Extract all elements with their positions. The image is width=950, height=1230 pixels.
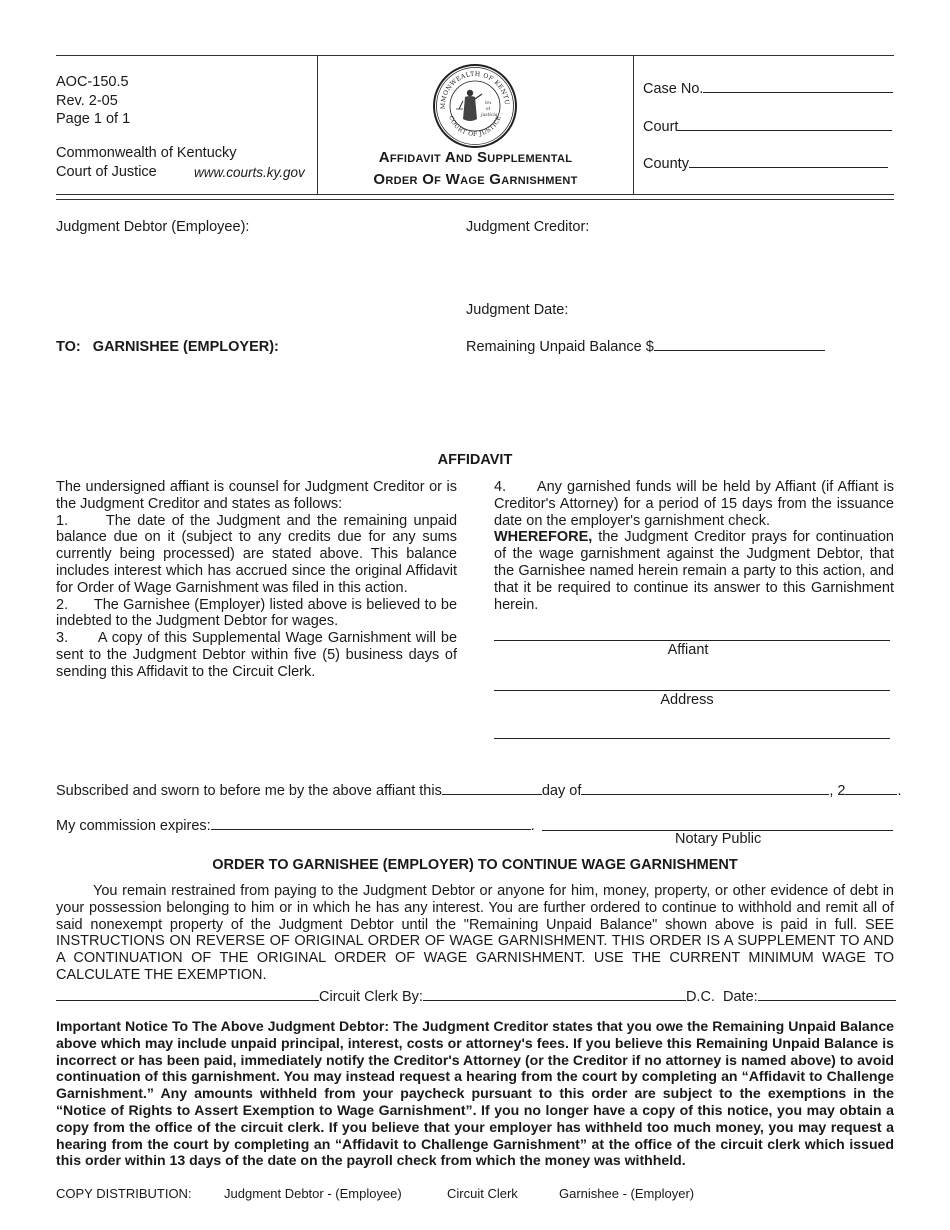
form-title <box>318 147 633 191</box>
commonwealth-label: Commonwealth of Kentucky <box>56 145 237 161</box>
court-of-justice-label: Court of Justice <box>56 164 157 180</box>
form-title-line2: Order Of Wage Garnishment <box>373 171 578 188</box>
address-line-1[interactable] <box>494 690 890 691</box>
case-no-field[interactable] <box>643 78 895 97</box>
county-blank[interactable] <box>689 153 888 168</box>
court-label: Court <box>643 119 679 135</box>
page-number: Page 1 of 1 <box>56 111 131 127</box>
commission-field[interactable]: My commission expires: . <box>56 815 535 834</box>
court-field[interactable] <box>643 116 895 135</box>
seal-bottom-text: COURT OF JUSTICE <box>447 114 503 139</box>
form-info-block <box>56 73 130 129</box>
sworn-day-blank[interactable] <box>442 780 542 795</box>
order-body: You remain restrained from paying to the Judgment Debtor or anyone for him, money, property, or other evidence of debt in your possession belonging to him or in which he has any interest. You are further ordered to continue to withhold and remit all of said nonexempt property of the Judgment Debtor until the "Remaining Unpaid Balance" shown above is paid in full. SEE INSTRUCTIONS ON REVERSE OF ORIGINAL ORDER OF WAGE GARNISHMENT. THIS ORDER IS A SUPPLEMENT TO AND A CONTINUATION OF THE ORIGINAL ORDER OF WAGE GARNISHMENT. USE THE CURRENT MINIMUM WAGE TO CALCULATE THE EXEMPTION. <box>56 883 894 983</box>
seal-top-text: MMONWEALTH OF KENTU <box>439 70 511 110</box>
form-title-line1: Affidavit And Supplemental <box>378 149 573 166</box>
county-field[interactable] <box>643 153 895 172</box>
copy-distribution-label: COPY DISTRIBUTION: <box>56 1186 192 1201</box>
distribution-item-clerk: Circuit Clerk <box>447 1186 518 1201</box>
sworn-year-blank[interactable] <box>845 780 897 795</box>
order-date-blank[interactable] <box>758 986 896 1001</box>
judgment-debtor-label: Judgment Debtor (Employee): <box>56 219 250 235</box>
sworn-month-blank[interactable] <box>581 780 829 795</box>
dc-label: D.C. <box>685 989 715 1005</box>
clerk-by-blank[interactable] <box>423 986 686 1001</box>
day-of-label: day of <box>541 783 582 799</box>
remaining-balance-label: Remaining Unpaid Balance $ <box>466 339 654 355</box>
address-label: Address <box>660 692 714 708</box>
county-label: County <box>643 156 689 172</box>
sworn-text: Subscribed and sworn to before me by the above affiant this <box>56 783 442 799</box>
case-no-label: Case No. <box>643 81 704 97</box>
year-prefix: , 2 <box>829 783 846 799</box>
circuit-clerk-label: Circuit Clerk By: <box>319 989 423 1005</box>
affidavit-right-column <box>494 479 894 613</box>
affidavit-left-column <box>56 479 457 681</box>
circuit-clerk-blank[interactable] <box>56 986 319 1001</box>
header-bottom-rule <box>56 194 894 195</box>
court-blank[interactable] <box>678 116 892 131</box>
sworn-statement: Subscribed and sworn to before me by the above affiant this day of , 2 . <box>56 780 896 799</box>
affidavit-item-3: 3. A copy of this Supplemental Wage Garnishment will be sent to the Judgment Debtor within five (5) business days of sending this Affidavit to the Circuit Clerk. <box>56 630 458 680</box>
date-label: Date: <box>723 989 758 1005</box>
case-no-blank[interactable] <box>703 78 893 93</box>
distribution-item-debtor: Judgment Debtor - (Employee) <box>224 1186 402 1201</box>
clerk-signature-row <box>56 986 896 1005</box>
form-revision: Rev. 2-05 <box>56 92 118 109</box>
remaining-balance-blank[interactable] <box>654 336 825 351</box>
distribution-item-garnishee: Garnishee - (Employer) <box>559 1186 695 1201</box>
address-line-2[interactable] <box>494 738 890 739</box>
affidavit-item-4: 4. Any garnished funds will be held by Affiant (if Affiant is Creditor's Attorney) for a period of 15 days from the issuance date on the employer's garnishment check. <box>494 479 895 529</box>
judgment-creditor-label: Judgment Creditor: <box>466 219 590 235</box>
wherefore-clause: WHEREFORE, the Judgment Creditor prays for continuation of the wage garnishment against the Judgment Debtor, that the Garnishee named herein remain a party to this action, and that it be required to continue its answer to this Garnishment herein. <box>494 529 894 613</box>
affidavit-item-2: 2. The Garnishee (Employer) listed above is believed to be indebted to the Judgment Debtor for wages. <box>56 596 458 630</box>
svg-text:lex: lex <box>485 101 492 106</box>
to-label: TO: <box>56 339 81 355</box>
commission-label: My commission expires: <box>56 818 211 834</box>
form-id: AOC-150.5 <box>56 74 129 90</box>
affidavit-intro: The undersigned affiant is counsel for Judgment Creditor or is the Judgment Creditor and states as follows: <box>56 479 457 512</box>
commission-blank[interactable] <box>211 815 531 830</box>
website-link[interactable]: www.courts.ky.gov <box>194 165 305 180</box>
header-top-rule <box>56 55 894 56</box>
affiant-signature-line[interactable] <box>494 640 890 641</box>
judgment-date-label: Judgment Date: <box>466 302 569 318</box>
affidavit-heading: AFFIDAVIT <box>437 452 513 468</box>
header-divider-right <box>633 55 634 194</box>
remaining-balance-field[interactable] <box>466 336 825 355</box>
garnishee-label: GARNISHEE (EMPLOYER): <box>92 339 279 355</box>
notary-public-label: Notary Public <box>675 831 762 847</box>
important-notice: Important Notice To The Above Judgment Debtor: The Judgment Creditor states that you owe the Remaining Unpaid Balance above which may include unpaid principal, interest, costs or attorney's fees. If you believe this Remaining Unpaid Balance is incorrect or has been paid, immediately notify the Creditor's Attorney (or the Creditor if no attorney is named above) to avoid continuation of this garnishment. You may instead request a hearing from the court by completing an “Affidavit to Challenge Garnishment.” Any amounts withheld from your paycheck pursuant to this order are subject to the exemptions in the “Notice of Rights to Assert Exemption to Wage Garnishment”. If you no longer have a copy of this notice, you may obtain a copy from the office of the circuit clerk. If you believe that your employer has withheld too much money, you may request a hearing from the court by completing an “Affidavit to Challenge Garnishment” at the office of the circuit clerk which issued this order within 13 days of the date on the payroll check from which the money was withheld. <box>56 1018 894 1169</box>
kentucky-seal-icon <box>432 63 518 149</box>
affiant-label: Affiant <box>667 642 709 658</box>
order-heading: ORDER TO GARNISHEE (EMPLOYER) TO CONTINUE WAGE GARNISHMENT <box>212 857 738 873</box>
affidavit-item-1: 1. The date of the Judgment and the remaining unpaid balance due on it (subject to any credits due for any sums currently being processed) are stated above. This balance includes interest which has accrued since the original Affidavit for Order of Wage Garnishment was filed in this action. <box>56 512 458 596</box>
svg-text:justicia: justicia <box>481 113 498 118</box>
header-bottom-rule-2 <box>56 199 894 200</box>
to-garnishee-label <box>56 339 279 355</box>
svg-text:et: et <box>486 107 491 112</box>
